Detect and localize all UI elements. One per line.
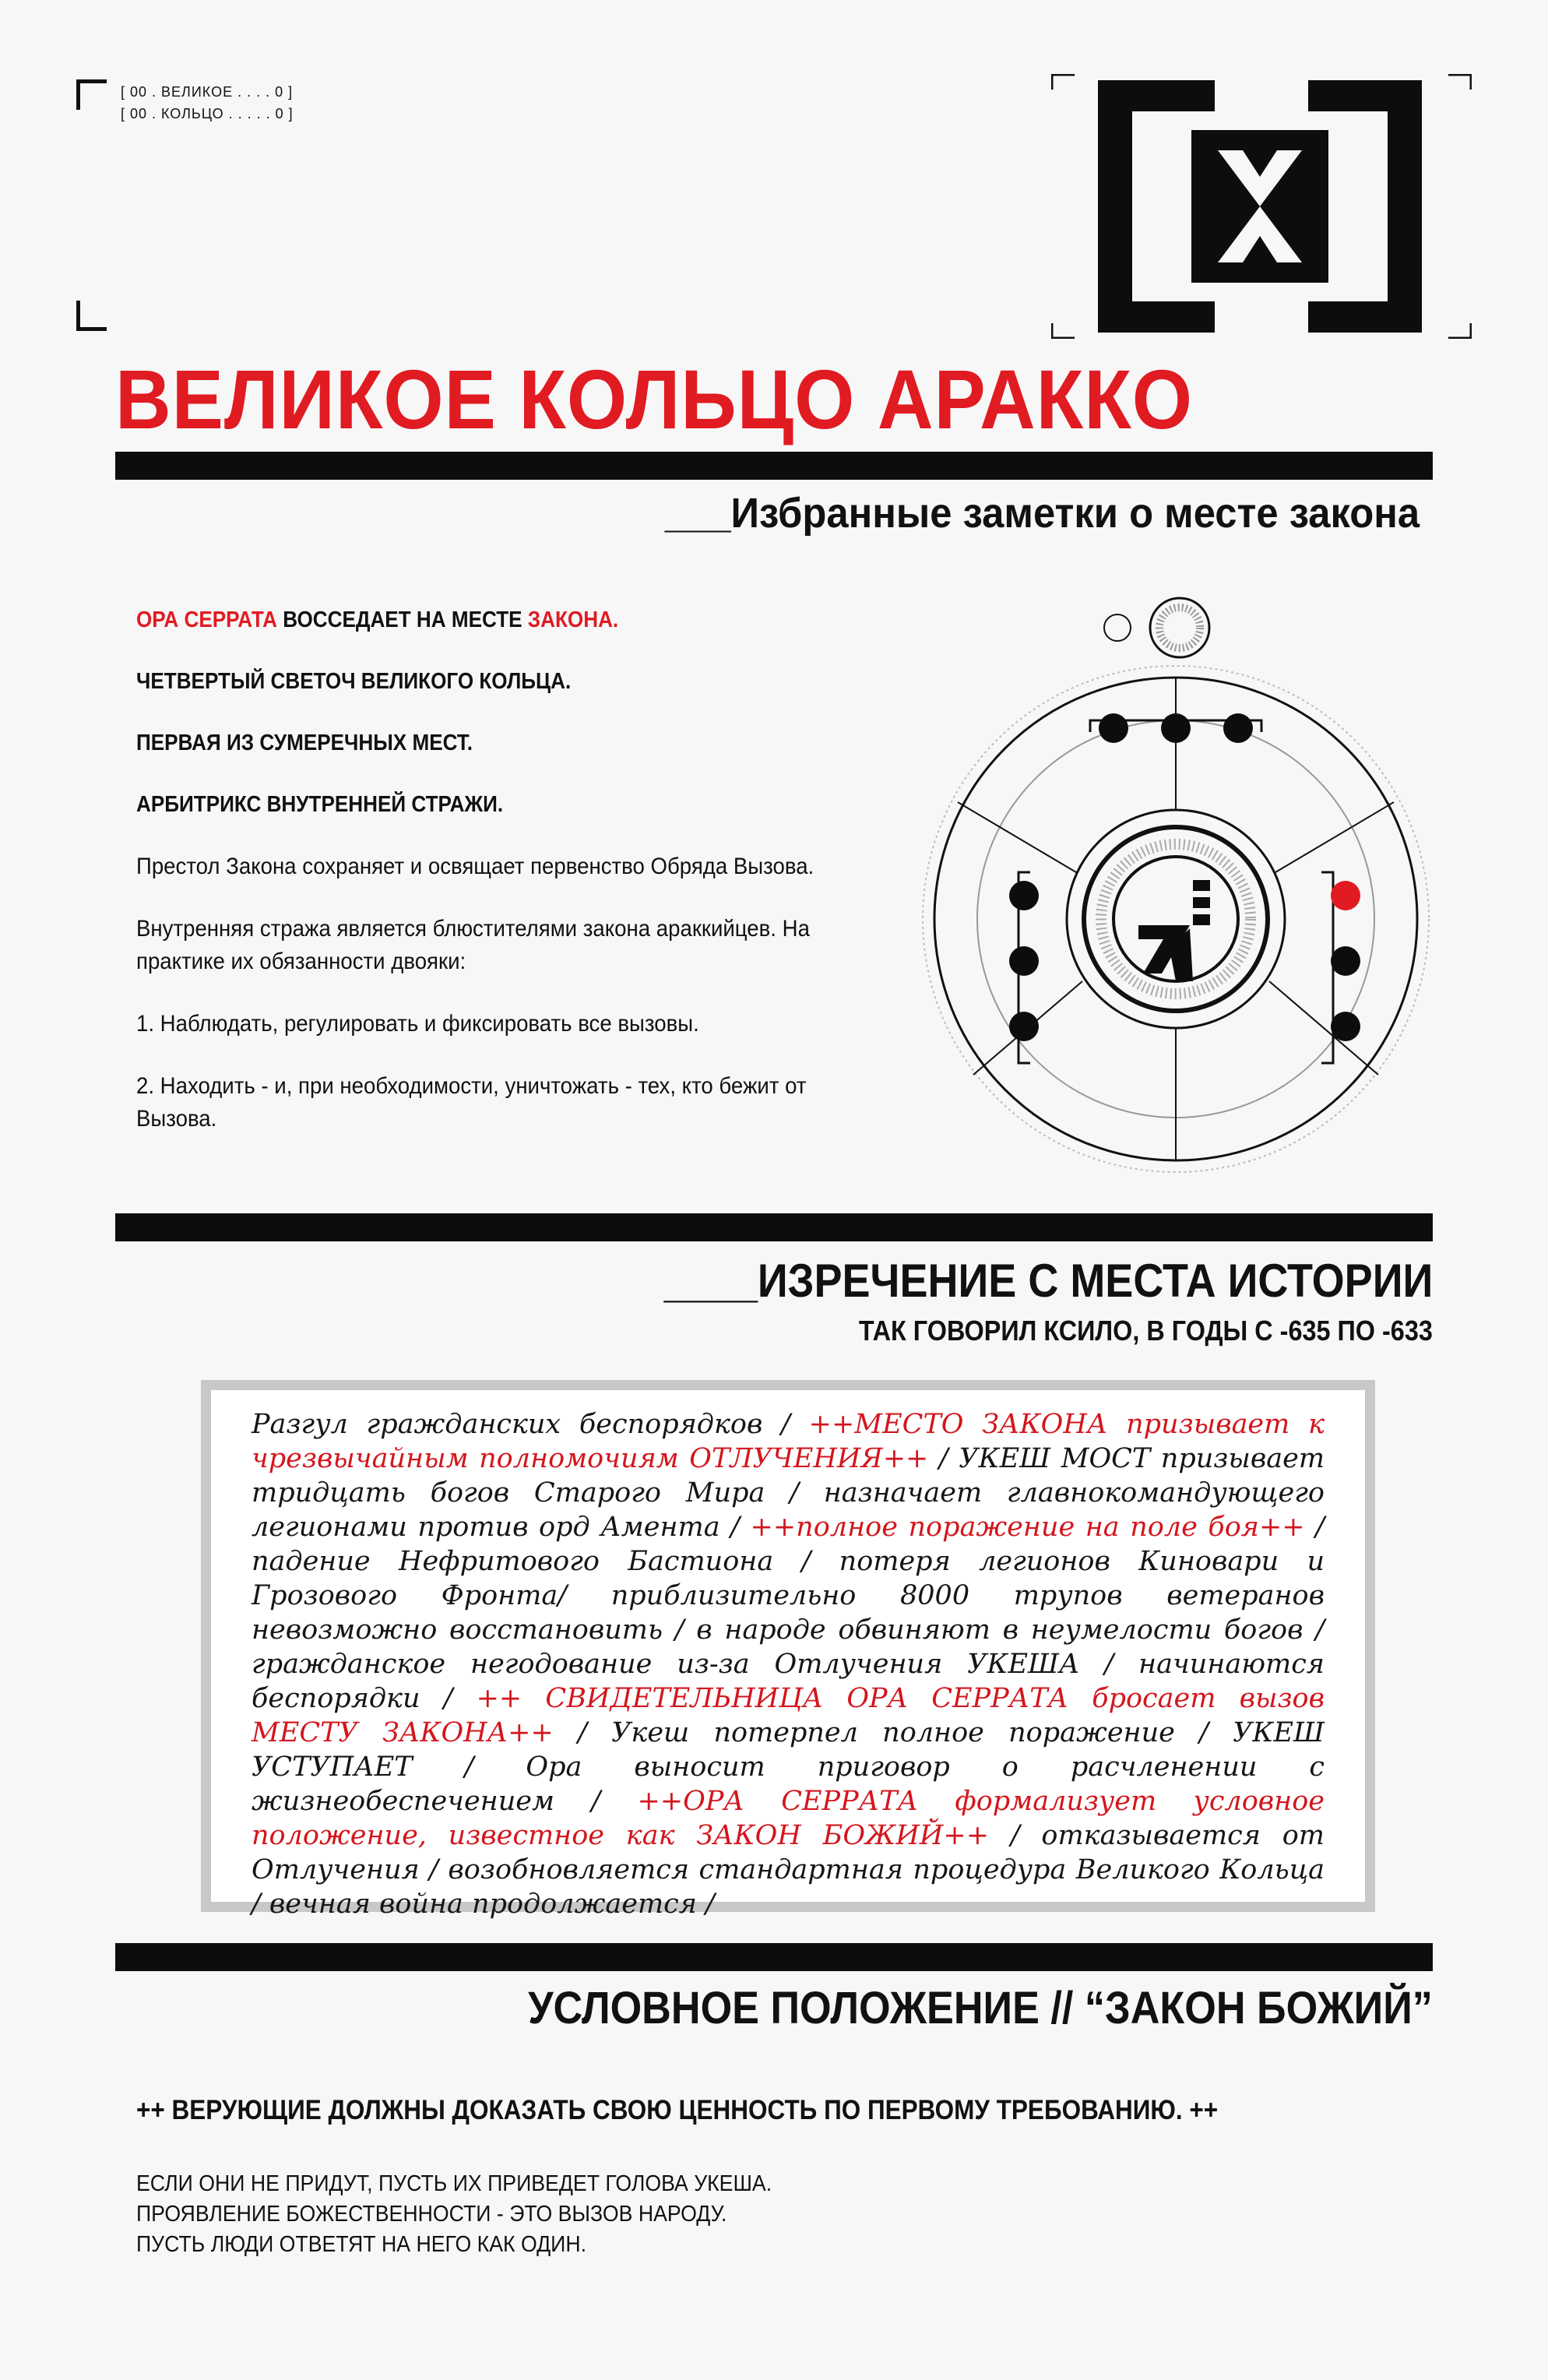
quote-segment-highlight: ++ОРА СЕРРАТА формализует условное положение, известное как ЗАКОН БОЖИЙ++ — [252, 1786, 1325, 1851]
decree-body — [136, 2169, 772, 2260]
quote-segment: Разгул гражданских беспорядков / — [252, 1409, 809, 1440]
quote-segment: / отказывается от Отлучения / возобновляется стандартная процедура Великого Кольца / вечная война продолжается / — [252, 1820, 1325, 1920]
divider-bar — [115, 452, 1433, 480]
decree-text: ЕСЛИ ОНИ НЕ ПРИДУТ, ПУСТЬ ИХ ПРИВЕДЕТ ГОЛОВА УКЕША. — [136, 2171, 772, 2196]
paragraph: Внутренняя стража является блюстителями закона араккийцев. На практике их обязанности двояки: — [136, 916, 810, 974]
corner-bracket-tl — [76, 79, 107, 110]
section-title: УСЛОВНОЕ ПОЛОЖЕНИЕ // “ЗАКОН БОЖИЙ” — [528, 1983, 1433, 2033]
paragraph: Престол Закона сохраняет и освящает первенство Обряда Вызова. — [136, 854, 814, 879]
paragraph: 1. Наблюдать, регулировать и фиксировать все вызовы. — [136, 1011, 699, 1037]
index-line: [ 00 . КОЛЬЦО . . . . . 0 ] — [121, 106, 294, 121]
name-highlight: ОРА СЕРРАТА — [136, 607, 277, 632]
quote-segment: / падение Нефритового Бастиона / потеря легионов Киновари и Грозового Фронта/ приблизительно 8000 трупов ветеранов невозможно восстановить / в народе обвиняют в неумелости богов / гражданское негодование из-за Отлучения УКЕША / начинаются беспорядки / — [252, 1512, 1325, 1714]
quote-segment-highlight: ++ СВИДЕТЕЛЬНИЦА ОРА СЕРРАТА бросает вызов МЕСТУ ЗАКОНА++ — [252, 1683, 1325, 1748]
x-men-logo-icon — [1051, 74, 1472, 339]
section-subtitle: ___Избранные заметки о месте закона — [664, 490, 1420, 537]
section-subtitle: ТАК ГОВОРИЛ КСИЛО, В ГОДЫ С -635 ПО -633 — [859, 1315, 1433, 1347]
quote-segment: / Укеш потерпел полное поражение / УКЕШ УСТУПАЕТ / Ора выносит приговор о расчленении с жизнеобеспечением / — [252, 1717, 1325, 1817]
intro-line: АРБИТРИКС ВНУТРЕННЕЙ СТРАЖИ. — [136, 792, 504, 817]
intro-text: ВОССЕДАЕТ НА МЕСТЕ — [276, 607, 528, 632]
page-index — [121, 81, 294, 125]
paragraph: 2. Находить - и, при необходимости, уничтожать - тех, кто бежит от Вызова. — [136, 1073, 807, 1132]
intro-line — [136, 607, 788, 633]
quote-box — [201, 1380, 1375, 1920]
section-title: ____ИЗРЕЧЕНИЕ С МЕСТА ИСТОРИИ — [663, 1255, 1433, 1307]
quote-segment: / УКЕШ МОСТ призывает тридцать богов Старого Мира / назначает главнокомандующего легионами против орд Амента / — [252, 1443, 1325, 1543]
intro-line: ПЕРВАЯ ИЗ СУМЕРЕЧНЫХ МЕСТ. — [136, 731, 473, 755]
decree-text: ПУСТЬ ЛЮДИ ОТВЕТЯТ НА НЕГО КАК ОДИН. — [136, 2232, 587, 2257]
quote-segment-highlight: ++МЕСТО ЗАКОНА призывает к чрезвычайным полномочиям ОТЛУЧЕНИЯ++ — [252, 1409, 1325, 1474]
index-line: [ 00 . ВЕЛИКОЕ . . . . 0 ] — [121, 84, 294, 100]
divider-bar — [115, 1943, 1433, 1971]
quote-text — [252, 1407, 1325, 1921]
corner-bracket-bl — [76, 301, 107, 331]
intro-column — [136, 607, 860, 1165]
law-highlight: ЗАКОНА. — [527, 607, 619, 632]
decree-line: ++ ВЕРУЮЩИЕ ДОЛЖНЫ ДОКАЗАТЬ СВОЮ ЦЕННОСТЬ ПО ПЕРВОМУ ТРЕБОВАНИЮ. ++ — [136, 2095, 1219, 2125]
quote-segment-highlight: ++полное поражение на поле боя++ — [750, 1512, 1305, 1543]
page-title: ВЕЛИКОЕ КОЛЬЦО АРАККО — [115, 352, 1193, 446]
intro-line: ЧЕТВЕРТЫЙ СВЕТОЧ ВЕЛИКОГО КОЛЬЦА. — [136, 669, 572, 694]
arakko-seat-of-law-glyph-icon — [919, 576, 1433, 1230]
decree-text: ПРОЯВЛЕНИЕ БОЖЕСТВЕННОСТИ - ЭТО ВЫЗОВ НАРОДУ. — [136, 2202, 727, 2227]
divider-bar — [115, 1213, 1433, 1241]
